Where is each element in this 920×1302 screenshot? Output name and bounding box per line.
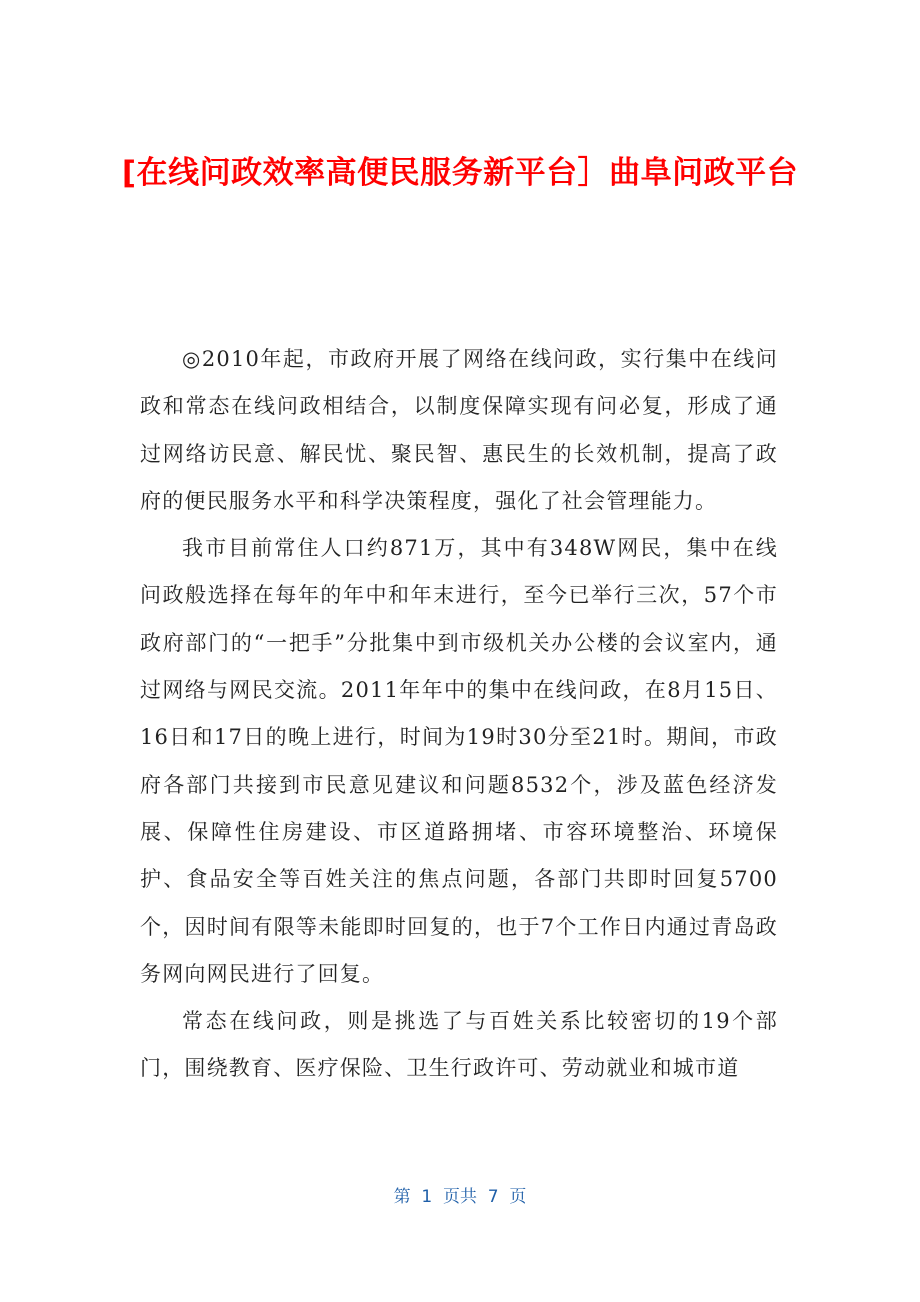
- document-title: [在线问政效率高便民服务新平台］曲阜问政平台: [121, 155, 799, 191]
- paragraph: 我市目前常住人口约871万，其中有348W网民，集中在线问政般选择在每年的年中和年末进行，至今已举行三次，57个市政府部门的“一把手”分批集中到市级机关办公楼的会议室内，通过网络与网民交流。2011年年中的集中在线问政，在8月15日、16日和17日的晚上进行，时间为19时30分至21时。期间，市政府各部门共接到市民意见建议和问题8532个，涉及蓝色经济发展、保障性住房建设、市区道路拥堵、市容环境整治、环境保护、食品安全等百姓关注的焦点问题，各部门共即时回复5700个，因时间有限等未能即时回复的，也于7个工作日内通过青岛政务网向网民进行了回复。: [140, 536, 778, 986]
- paragraph: 常态在线问政，则是挑选了与百姓关系比较密切的19个部门，围绕教育、医疗保险、卫生行政许可、劳动就业和城市道: [140, 1009, 778, 1081]
- paragraph: ◎2010年起，市政府开展了网络在线问政，实行集中在线问政和常态在线问政相结合，以制度保障实现有问必复，形成了通过网络访民意、解民忧、聚民智、惠民生的长效机制，提高了政府的便民服务水平和科学决策程度，强化了社会管理能力。: [140, 347, 778, 513]
- document-body: [140, 336, 778, 1093]
- page-number-footer: 第 1 页共 7 页: [393, 1187, 527, 1207]
